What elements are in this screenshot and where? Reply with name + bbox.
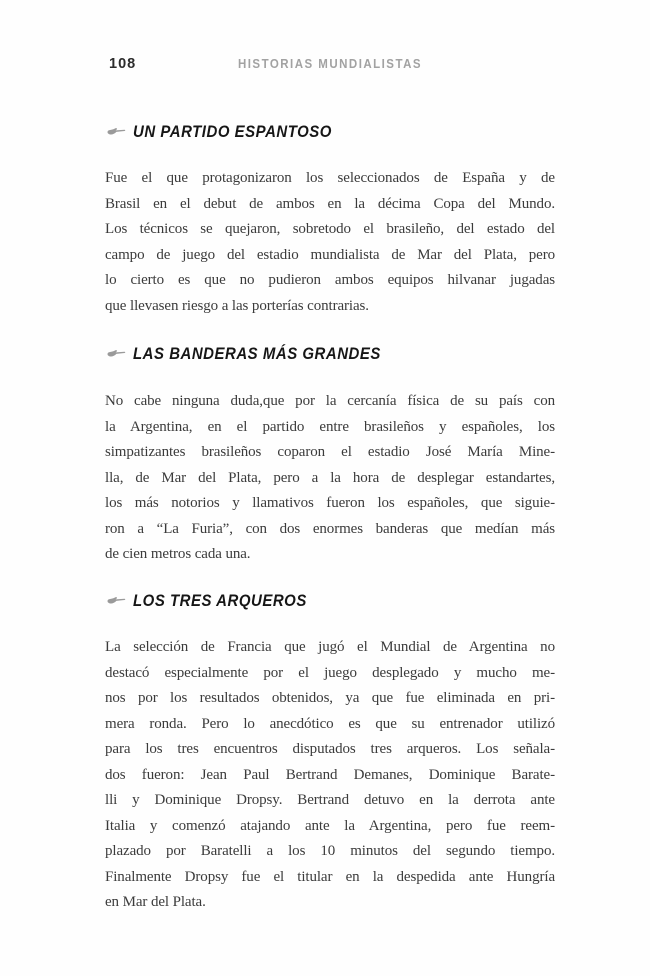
text-line: simpatizantes brasileños coparon el estadio José María Mine-	[105, 444, 555, 460]
text-line: para los tres encuentros disputados tres arqueros. Los señala-	[105, 741, 555, 757]
pointing-hand-icon	[106, 125, 126, 143]
text-line: mera ronda. Pero lo anecdótico es que su entrenador utilizó	[105, 715, 555, 732]
paragraph	[105, 635, 555, 916]
text-line: la Argentina, en el partido entre brasileños y españoles, los	[105, 418, 555, 435]
text-line: los más notorios y llamativos fueron los españoles, que siguie-	[105, 495, 555, 511]
text-line: Los técnicos se quejaron, sobretodo el brasileño, del estado del	[105, 221, 555, 237]
paragraph	[105, 389, 555, 568]
text-line: lli y Dominique Dropsy. Bertrand detuvo en la derrota ante	[105, 792, 555, 808]
text-line: ron a “La Furia”, con dos enormes banderas que medían más	[105, 520, 555, 537]
running-head: HISTORIAS MUNDIALISTAS	[237, 57, 423, 71]
text-line: Brasil en el debut de ambos en la décima Copa del Mundo.	[105, 195, 555, 212]
text-line: campo de juego del estadio mundialista de Mar del Plata, pero	[105, 246, 555, 263]
section-heading-las-banderas-mas-grandes	[106, 344, 566, 364]
page-header	[105, 56, 555, 74]
section-heading-un-partido-espantoso	[106, 122, 566, 142]
pointing-hand-icon	[106, 347, 126, 365]
text-line: que llevasen riesgo a las porterías contrarias.	[105, 297, 369, 314]
paragraph	[105, 166, 555, 319]
pointing-hand-icon	[106, 594, 126, 612]
text-line: Italia y comenzó atajando ante la Argentina, pero fue reem-	[105, 817, 555, 834]
text-line: en Mar del Plata.	[105, 894, 206, 910]
page-number: 108	[109, 56, 137, 72]
text-line: No cabe ninguna duda,que por la cercanía física de su país con	[105, 393, 555, 409]
text-line: Fue el que protagonizaron los seleccionados de España y de	[105, 170, 555, 186]
text-line: lo cierto es que no pudieron ambos equipos hilvanar jugadas	[105, 272, 555, 288]
heading-label: LOS TRES ARQUEROS	[133, 591, 307, 610]
text-line: dos fueron: Jean Paul Bertrand Demanes, Dominique Barate-	[105, 766, 555, 783]
text-line: plazado por Baratelli a los 10 minutos del segundo tiempo.	[105, 843, 555, 859]
text-line: de cien metros cada una.	[105, 546, 251, 562]
text-line: nos por los resultados obtenidos, ya que fue eliminada en pri-	[105, 690, 555, 706]
heading-label: LAS BANDERAS MÁS GRANDES	[133, 344, 381, 363]
text-line: Finalmente Dropsy fue el titular en la despedida ante Hungría	[105, 868, 555, 885]
text-line: destacó especialmente por el juego desplegado y mucho me-	[105, 664, 555, 681]
text-line: La selección de Francia que jugó el Mundial de Argentina no	[105, 639, 555, 655]
heading-label: UN PARTIDO ESPANTOSO	[133, 122, 332, 141]
section-heading-los-tres-arqueros	[106, 591, 566, 611]
text-line: lla, de Mar del Plata, pero a la hora de desplegar estandartes,	[105, 469, 555, 486]
